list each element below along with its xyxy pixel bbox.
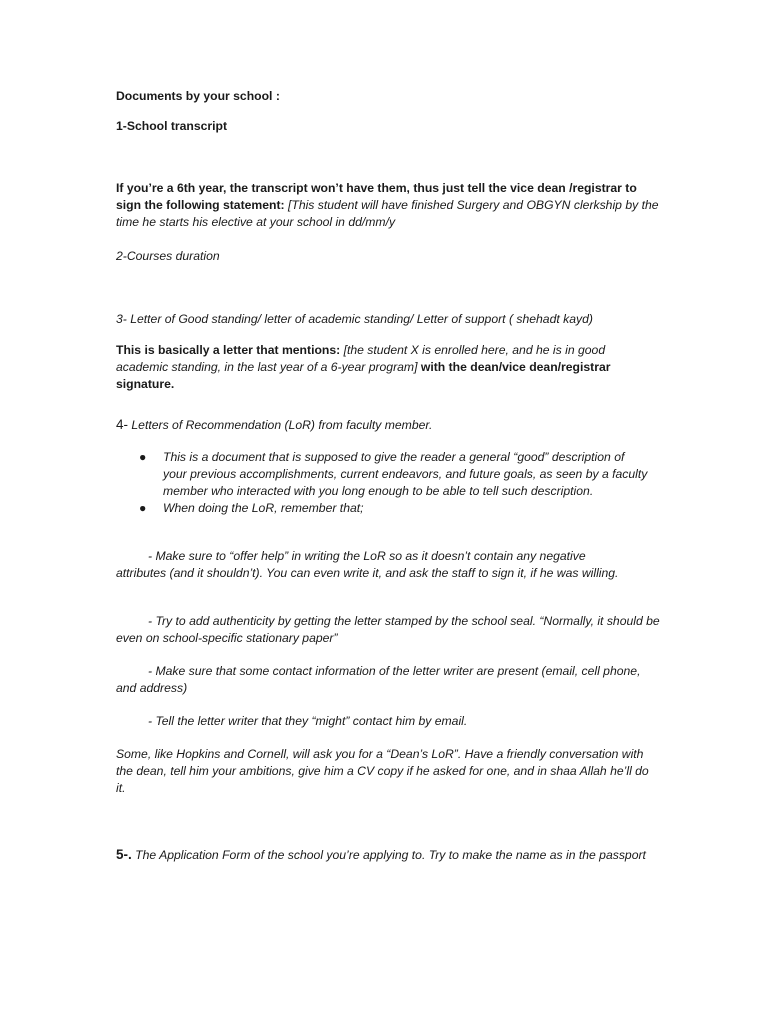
list-item xyxy=(116,449,651,500)
lor-tip-offer-help: - Make sure to “offer help” in writing the LoR so as it doesn’t contain any negative attributes (and it shouldn’t). You can even write it, and ask the staff to sign it, if he was willing. xyxy=(116,549,619,580)
section-1-paragraph xyxy=(116,180,661,231)
section-1-statement: [This student will have finished Surgery and OBGYN clerkship by the time he starts his elective at your school in dd/mm/y xyxy=(116,198,659,229)
section-4-title-text: Letters of Recommendation (LoR) from faculty member. xyxy=(128,418,433,432)
bullet-icon: ● xyxy=(139,450,147,464)
lor-tip-contact-info: - Make sure that some contact information of the letter writer are present (email, cell phone, and address) xyxy=(116,664,641,695)
section-3-bold-intro: This is basically a letter that mentions: xyxy=(116,343,341,357)
section-4-number: 4- xyxy=(116,417,129,432)
section-4-title xyxy=(116,416,656,434)
section-3-title: 3- Letter of Good standing/ letter of academic standing/ Letter of support ( shehadt kayd) xyxy=(116,312,593,326)
bullet-text: This is a document that is supposed to give the reader a general “good” description of your previous accomplishments, current endeavors, and future goals, as seen by a faculty member who interacted with you long enough to be able to tell such description. xyxy=(163,450,648,498)
section-5-number: 5-. xyxy=(116,847,132,862)
bullet-icon: ● xyxy=(139,501,147,515)
section-5-paragraph xyxy=(116,846,646,864)
section-3-paragraph xyxy=(116,342,656,393)
lor-tip-authenticity: - Try to add authenticity by getting the letter stamped by the school seal. “Normally, it should be even on school-specific stationary paper” xyxy=(116,614,660,645)
section-3-bold-outro: with the dean/vice dean/registrar signature. xyxy=(116,360,611,391)
section-5-text: The Application Form of the school you’re applying to. Try to make the name as in the passport xyxy=(131,848,646,862)
list-item xyxy=(116,500,651,517)
lor-bullet-list xyxy=(116,449,651,517)
bullet-text: When doing the LoR, remember that; xyxy=(163,501,364,515)
document-heading: Documents by your school : xyxy=(116,89,280,103)
section-2-title: 2-Courses duration xyxy=(116,249,220,263)
deans-lor-paragraph: Some, like Hopkins and Cornell, will ask you for a “Dean’s LoR”. Have a friendly conversation with the dean, tell him your ambitions, give him a CV copy if he asked for one, and in shaa Allah he’ll do it. xyxy=(116,747,649,795)
lor-tip-email: - Tell the letter writer that they “might” contact him by email. xyxy=(148,714,468,728)
section-1-bold-text: If you’re a 6th year, the transcript won’t have them, thus just tell the vice dean /registrar to sign the following statement: xyxy=(116,181,637,212)
section-1-title: 1-School transcript xyxy=(116,119,228,133)
section-3-statement: [the student X is enrolled here, and he is in good academic standing, in the last year of a 6-year program] xyxy=(116,343,606,374)
